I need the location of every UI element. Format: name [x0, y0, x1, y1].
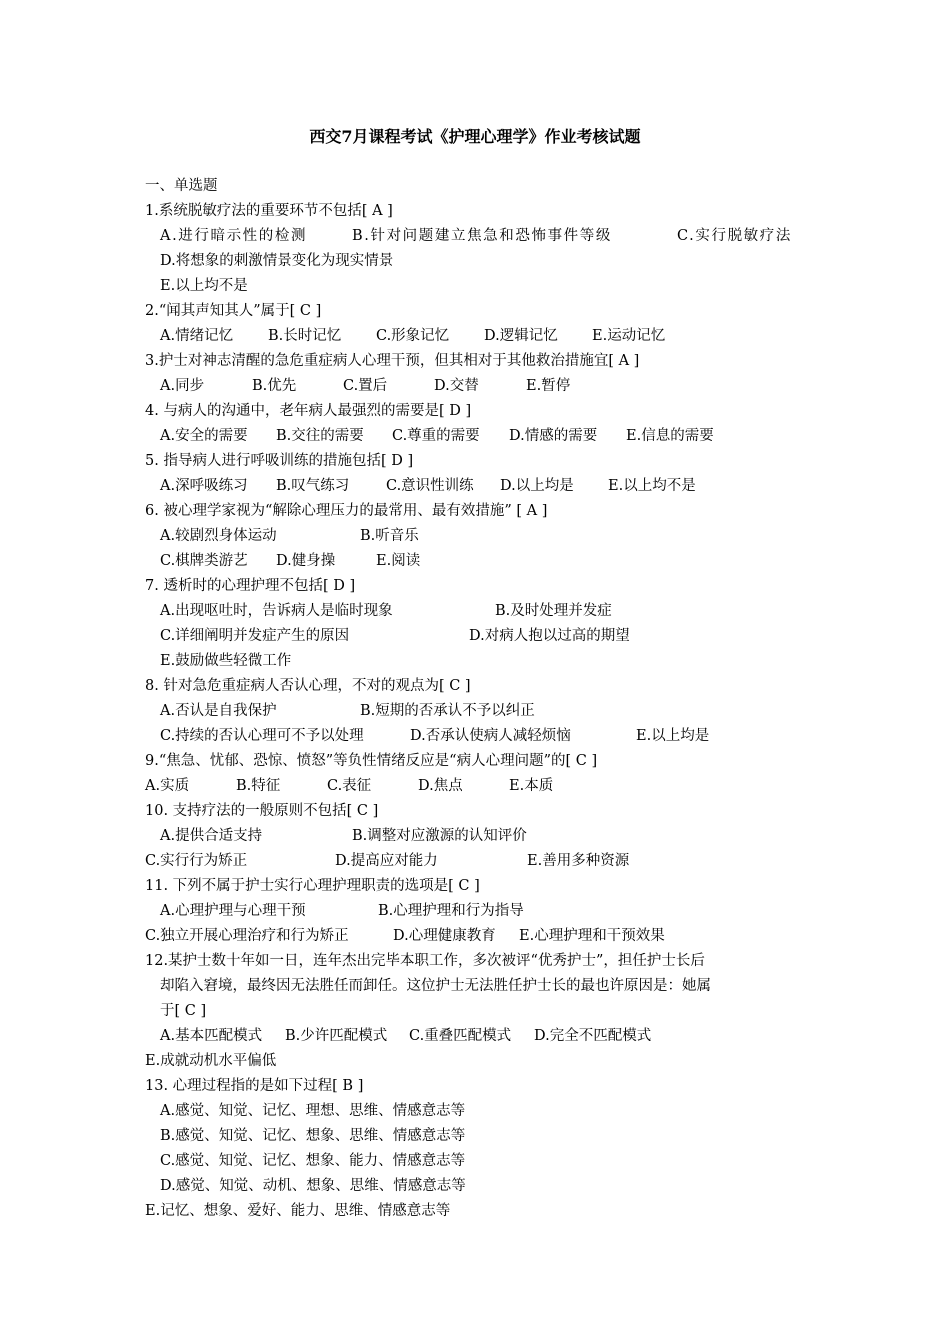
question-9-stem: 9.“焦急、忧郁、恐惊、愤怒”等负性情绪反应是“病人心理问题”的[ C ]: [145, 753, 598, 769]
option: E.以上均是: [636, 728, 710, 744]
option: E.善用多种资源: [527, 853, 630, 869]
option: A.深呼吸练习: [160, 478, 248, 494]
question-11-stem: 11. 下列不属于护士实行心理护理职责的选项是[ C ]: [145, 878, 480, 894]
option: C.形象记忆: [376, 328, 450, 344]
option: E.运动记忆: [592, 328, 666, 344]
option: C.详细阐明并发症产生的原因: [160, 628, 350, 644]
question-6-stem: 6. 被心理学家视为“解除心理压力的最常用、最有效措施” [ A ]: [145, 503, 548, 519]
option: B.叹气练习: [276, 478, 350, 494]
option: C.独立开展心理治疗和行为矫正: [145, 928, 349, 944]
question-10-stem: 10. 支持疗法的一般原则不包括[ C ]: [145, 803, 379, 819]
question-7-stem: 7. 透析时的心理护理不包括[ D ]: [145, 578, 356, 594]
option: E.本质: [509, 778, 554, 794]
option: E.以上均不是: [608, 478, 696, 494]
page-title: 西交7月课程考试《护理心理学》作业考核试题: [309, 127, 641, 146]
option: A.出现呕吐时，告诉病人是临时现象: [160, 603, 393, 619]
option: B.心理护理和行为指导: [378, 903, 524, 919]
option: E.以上均不是: [160, 278, 248, 294]
question-13-stem: 13. 心理过程指的是如下过程[ B ]: [145, 1078, 364, 1094]
option: A.实质: [145, 778, 190, 794]
option: B.听音乐: [360, 528, 419, 544]
option: C.棋牌类游艺: [160, 553, 248, 569]
option: A.感觉、知觉、记忆、理想、思维、情感意志等: [160, 1103, 466, 1119]
option: B.长时记忆: [268, 328, 342, 344]
option: B.交往的需要: [276, 428, 364, 444]
option: D.否承认使病人减轻烦恼: [410, 728, 571, 744]
option: D.提高应对能力: [335, 853, 438, 869]
option: D.焦点: [418, 778, 463, 794]
option: C.重叠匹配模式: [409, 1028, 512, 1044]
option: B.及时处理并发症: [495, 603, 612, 619]
option: C.表征: [327, 778, 372, 794]
section-heading: 一、单选题: [145, 178, 218, 194]
option: E.心理护理和干预效果: [519, 928, 665, 944]
option: A.提供合适支持: [160, 828, 263, 844]
option: D.以上均是: [500, 478, 574, 494]
option: C.尊重的需要: [392, 428, 480, 444]
option: E.成就动机水平偏低: [145, 1053, 277, 1069]
question-4-stem: 4. 与病人的沟通中，老年病人最强烈的需要是[ D ]: [145, 403, 472, 419]
option: B.优先: [252, 378, 297, 394]
option: A.同步: [160, 378, 205, 394]
option: E.信息的需要: [626, 428, 714, 444]
question-3-stem: 3.护士对神志清醒的急危重症病人心理干预，但其相对于其他救治措施宜[ A ]: [145, 353, 640, 369]
question-12-stem: 12.某护士数十年如一日，连年杰出完毕本职工作，多次被评“优秀护士”，担任护士长后: [145, 953, 705, 969]
option: D.对病人抱以过高的期望: [469, 628, 630, 644]
option: E.记忆、想象、爱好、能力、思维、情感意志等: [145, 1203, 451, 1219]
question-12-stem-continued: 却陷入窘境，最终因无法胜任而卸任。这位护士无法胜任护士长的最也许原因是：她属: [160, 978, 711, 994]
question-12-stem-continued: 于[ C ]: [160, 1003, 207, 1019]
option: C.意识性训练: [386, 478, 474, 494]
option: C.感觉、知觉、记忆、想象、能力、情感意志等: [160, 1153, 466, 1169]
option: B.感觉、知觉、记忆、想象、思维、情感意志等: [160, 1128, 466, 1144]
option: A.安全的需要: [160, 428, 248, 444]
option: A.心理护理与心理干预: [160, 903, 306, 919]
option: B.调整对应激源的认知评价: [352, 828, 527, 844]
option: D.心理健康教育: [393, 928, 496, 944]
option: D.情感的需要: [509, 428, 598, 444]
option: C.实行脱敏疗法: [677, 228, 792, 244]
option: E.暂停: [526, 378, 571, 394]
option: B.短期的否承认不予以纠正: [360, 703, 535, 719]
option: B.少许匹配模式: [285, 1028, 388, 1044]
option: A.基本匹配模式: [160, 1028, 263, 1044]
option: C.持续的否认心理可不予以处理: [160, 728, 364, 744]
option: D.感觉、知觉、动机、想象、思维、情感意志等: [160, 1178, 466, 1194]
option: D.健身操: [276, 553, 336, 569]
option: D.逻辑记忆: [484, 328, 558, 344]
option: B.针对问题建立焦急和恐怖事件等级: [352, 228, 612, 244]
option: B.特征: [236, 778, 281, 794]
option: D.交替: [434, 378, 479, 394]
option: A.否认是自我保护: [160, 703, 277, 719]
option: C.置后: [343, 378, 388, 394]
option: E.鼓励做些轻微工作: [160, 653, 292, 669]
option: D.将想象的刺激情景变化为现实情景: [160, 253, 394, 269]
option: A.情绪记忆: [160, 328, 234, 344]
option: A.较剧烈身体运动: [160, 528, 277, 544]
option: C.实行行为矫正: [145, 853, 248, 869]
question-8-stem: 8. 针对急危重症病人否认心理，不对的观点为[ C ]: [145, 678, 471, 694]
option: A.进行暗示性的检测: [160, 228, 308, 244]
option: D.完全不匹配模式: [534, 1028, 652, 1044]
question-5-stem: 5. 指导病人进行呼吸训练的措施包括[ D ]: [145, 453, 414, 469]
question-2-stem: 2.“闻其声知其人”属于[ C ]: [145, 303, 322, 319]
question-1-stem: 1.系统脱敏疗法的重要环节不包括[ A ]: [145, 203, 393, 219]
option: E.阅读: [376, 553, 421, 569]
